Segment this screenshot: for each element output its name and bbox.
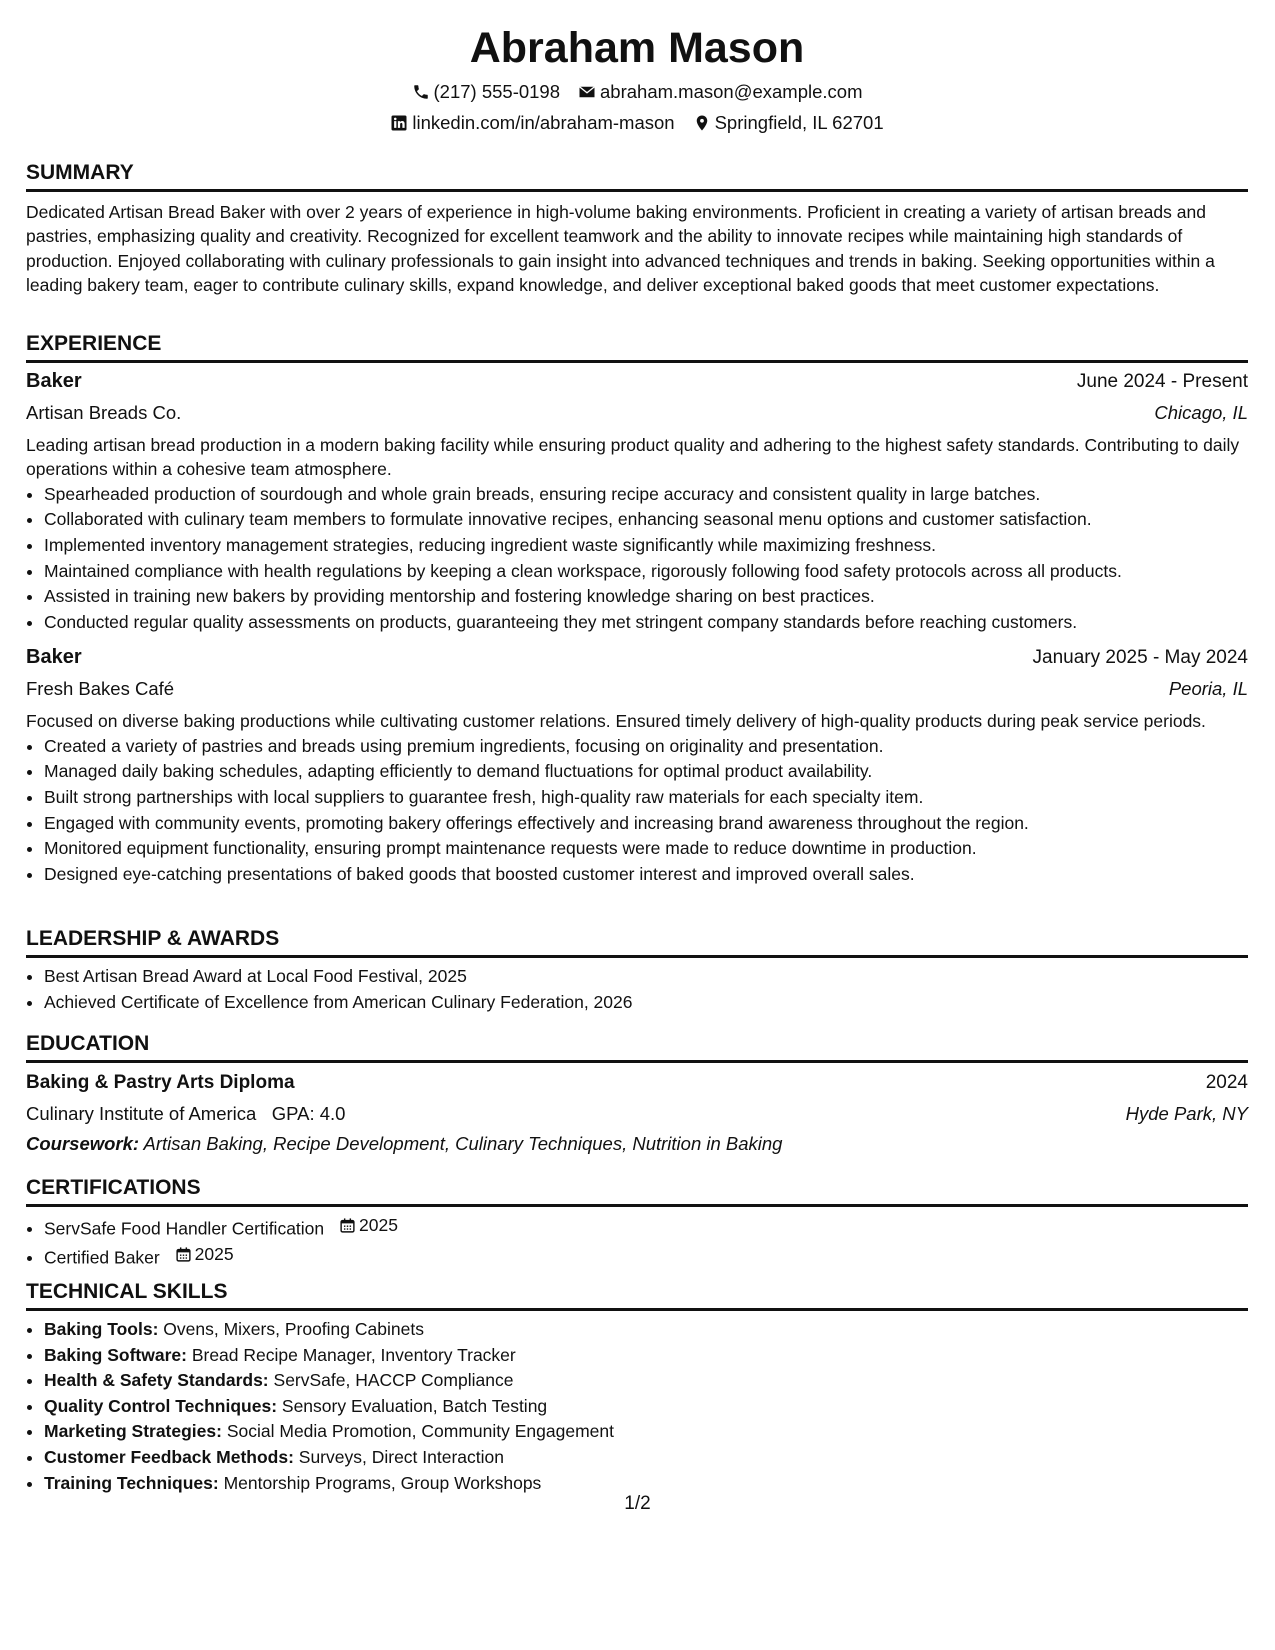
skill-value: Surveys, Direct Interaction bbox=[298, 1446, 504, 1467]
section-title-leadership: LEADERSHIP & AWARDS bbox=[26, 926, 1248, 958]
job-role: Baker bbox=[26, 646, 82, 669]
experience-section bbox=[26, 331, 1248, 887]
contact-row-1 bbox=[26, 80, 1248, 104]
list-item bbox=[44, 1419, 1248, 1445]
section-title-experience: EXPERIENCE bbox=[26, 331, 1248, 363]
job-role: Baker bbox=[26, 370, 82, 392]
list-item: • Collaborated with culinary team members to formulate innovative recipes, enhancing seasonal menu options and customer satisfaction. bbox=[44, 507, 1248, 533]
job-company: Artisan Breads Co. bbox=[26, 402, 182, 423]
job-dates: January 2025 - May 2024 bbox=[1032, 647, 1248, 669]
calendar-icon bbox=[339, 1217, 356, 1234]
list-item: • Engaged with community events, promoting bakery offerings effectively and increasing brand awareness throughout the region. bbox=[44, 811, 1248, 837]
skill-value: Social Media Promotion, Community Engagement bbox=[226, 1421, 614, 1442]
list-item: • Spearheaded production of sourdough and whole grain breads, ensuring recipe accuracy and consistent quality in large batches. bbox=[44, 482, 1248, 508]
phone-icon bbox=[412, 83, 430, 101]
degree-name: Baking & Pastry Arts Diploma bbox=[26, 1072, 295, 1093]
school-location: Hyde Park, NY bbox=[1125, 1103, 1248, 1124]
list-item: • Best Artisan Bread Award at Local Food Festival, 2025 bbox=[44, 964, 1248, 990]
list-item: • Achieved Certificate of Excellence from American Culinary Federation, 2026 bbox=[44, 990, 1248, 1016]
calendar-icon bbox=[175, 1246, 192, 1263]
list-item: • Conducted regular quality assessments on products, guaranteeing they met stringent company standards before reaching customers. bbox=[44, 610, 1248, 636]
job-entry bbox=[26, 645, 1248, 887]
list-item: • Designed eye-catching presentations of baked goods that boosted customer interest and improved overall sales. bbox=[44, 862, 1248, 888]
education-header bbox=[26, 1071, 1248, 1095]
skill-value: Ovens, Mixers, Proofing Cabinets bbox=[163, 1319, 424, 1339]
contact-row-2 bbox=[26, 111, 1248, 135]
phone-contact bbox=[412, 80, 561, 104]
job-description: Focused on diverse baking productions while cultivating customer relations. Ensured timely delivery of high-quality products during peak service periods. bbox=[26, 711, 1206, 732]
list-item bbox=[44, 1343, 1248, 1369]
leadership-section bbox=[26, 926, 1248, 1015]
skill-label: Baking Tools: bbox=[44, 1319, 159, 1339]
list-item: • Monitored equipment functionality, ensuring prompt maintenance requests were made to reduce downtime in production. bbox=[44, 836, 1248, 862]
coursework-label: Coursework: bbox=[26, 1133, 140, 1154]
coursework-list: Artisan Baking, Recipe Development, Culinary Techniques, Nutrition in Baking bbox=[143, 1133, 783, 1154]
coursework bbox=[26, 1132, 1248, 1156]
page-number: 1/2 bbox=[624, 1493, 651, 1514]
job-bullets bbox=[26, 482, 1248, 636]
linkedin-url[interactable]: linkedin.com/in/abraham-mason bbox=[412, 112, 675, 133]
skills-list bbox=[26, 1317, 1248, 1496]
candidate-name: Abraham Mason bbox=[469, 24, 805, 72]
skill-label: Customer Feedback Methods: bbox=[44, 1446, 294, 1467]
summary-text: Dedicated Artisan Bread Baker with over 2 years of experience in high-volume baking environments. Proficient in creating a variety of artisan breads and pastries, emphasizing quality and creativity. Recognized for excellent teamwork and the ability to innovate recipes while maintaining high standards of production. Enjoyed collaborating with culinary professionals to gain insight into advanced techniques and trends in baking. Seeking opportunities within a leading bakery team, eager to contribute culinary skills, expand knowledge, and deliver exceptional baked goods that meet customer expectations. bbox=[26, 202, 1215, 296]
skills-section bbox=[26, 1279, 1248, 1496]
certification-year: 2025 bbox=[194, 1243, 234, 1264]
certification-name: Certified Baker bbox=[44, 1247, 160, 1268]
list-item bbox=[44, 1317, 1248, 1343]
list-item: • Created a variety of pastries and breads using premium ingredients, focusing on originality and presentation. bbox=[44, 734, 1248, 760]
education-subheader bbox=[26, 1102, 1248, 1126]
graduation-year: 2024 bbox=[1205, 1072, 1248, 1093]
job-location: Chicago, IL bbox=[1154, 402, 1248, 423]
location-contact bbox=[693, 111, 884, 135]
gpa: GPA: 4.0 bbox=[271, 1103, 346, 1124]
job-description: Leading artisan bread production in a modern baking facility while ensuring product quality and adhering to the highest safety standards. Contributing to daily operations within a cohesive team atmosphere. bbox=[26, 435, 1240, 480]
job-company: Fresh Bakes Café bbox=[26, 678, 175, 700]
section-title-certifications: CERTIFICATIONS bbox=[26, 1175, 1248, 1207]
skill-label: Marketing Strategies: bbox=[44, 1421, 222, 1442]
job-header bbox=[26, 645, 1248, 670]
certifications-list bbox=[26, 1213, 1248, 1271]
skill-label: Baking Software: bbox=[44, 1344, 187, 1365]
section-title-skills: TECHNICAL SKILLS bbox=[26, 1279, 1248, 1311]
certification-date bbox=[339, 1213, 398, 1239]
certifications-section bbox=[26, 1175, 1248, 1271]
summary-section bbox=[26, 160, 1248, 298]
section-title-education: EDUCATION bbox=[26, 1031, 1248, 1063]
job-dates: June 2024 - Present bbox=[1076, 371, 1248, 392]
skill-value: Mentorship Programs, Group Workshops bbox=[223, 1472, 542, 1493]
map-pin-icon bbox=[693, 114, 711, 132]
school-name: Culinary Institute of America bbox=[26, 1103, 257, 1124]
list-item: • Implemented inventory management strategies, reducing ingredient waste significantly while maximizing freshness. bbox=[44, 533, 1248, 559]
skill-label: Quality Control Techniques: bbox=[44, 1395, 278, 1416]
list-item bbox=[44, 1368, 1248, 1394]
list-item bbox=[44, 1213, 1248, 1242]
job-bullets bbox=[26, 734, 1248, 888]
list-item bbox=[44, 1242, 1248, 1271]
certification-name: ServSafe Food Handler Certification bbox=[44, 1218, 325, 1239]
skill-value: ServSafe, HACCP Compliance bbox=[273, 1370, 514, 1391]
job-subheader bbox=[26, 677, 1248, 701]
skill-label: Health & Safety Standards: bbox=[44, 1370, 269, 1391]
job-entry bbox=[26, 369, 1248, 635]
list-item: • Assisted in training new bakers by providing mentorship and fostering knowledge sharing on best practices. bbox=[44, 584, 1248, 610]
envelope-icon bbox=[578, 83, 596, 101]
section-title-summary: SUMMARY bbox=[26, 160, 1248, 192]
linkedin-icon bbox=[390, 114, 408, 132]
email-contact[interactable] bbox=[578, 80, 862, 104]
linkedin-contact[interactable] bbox=[390, 111, 674, 135]
list-item: • Managed daily baking schedules, adapting efficiently to demand fluctuations for optimal product availability. bbox=[44, 759, 1248, 785]
location-text: Springfield, IL 62701 bbox=[714, 112, 884, 133]
job-subheader bbox=[26, 401, 1248, 425]
job-header bbox=[26, 369, 1248, 394]
job-location: Peoria, IL bbox=[1168, 678, 1248, 700]
skill-label: Training Techniques: bbox=[44, 1472, 219, 1493]
email-address[interactable]: abraham.mason@example.com bbox=[600, 81, 863, 102]
certification-year: 2025 bbox=[359, 1215, 398, 1235]
phone-number: (217) 555-0198 bbox=[433, 81, 561, 102]
certification-date bbox=[175, 1242, 234, 1268]
resume-page bbox=[26, 0, 1248, 1493]
skill-value: Sensory Evaluation, Batch Testing bbox=[281, 1395, 548, 1416]
list-item: • Built strong partnerships with local suppliers to guarantee fresh, high-quality raw materials for each specialty item. bbox=[44, 785, 1248, 811]
skill-value: Bread Recipe Manager, Inventory Tracker bbox=[191, 1344, 516, 1365]
awards-list bbox=[26, 964, 1248, 1015]
list-item bbox=[44, 1394, 1248, 1420]
list-item bbox=[44, 1445, 1248, 1471]
list-item: • Maintained compliance with health regulations by keeping a clean workspace, rigorously following food safety protocols across all products. bbox=[44, 559, 1248, 585]
school-info bbox=[26, 1102, 345, 1126]
education-section bbox=[26, 1031, 1248, 1156]
